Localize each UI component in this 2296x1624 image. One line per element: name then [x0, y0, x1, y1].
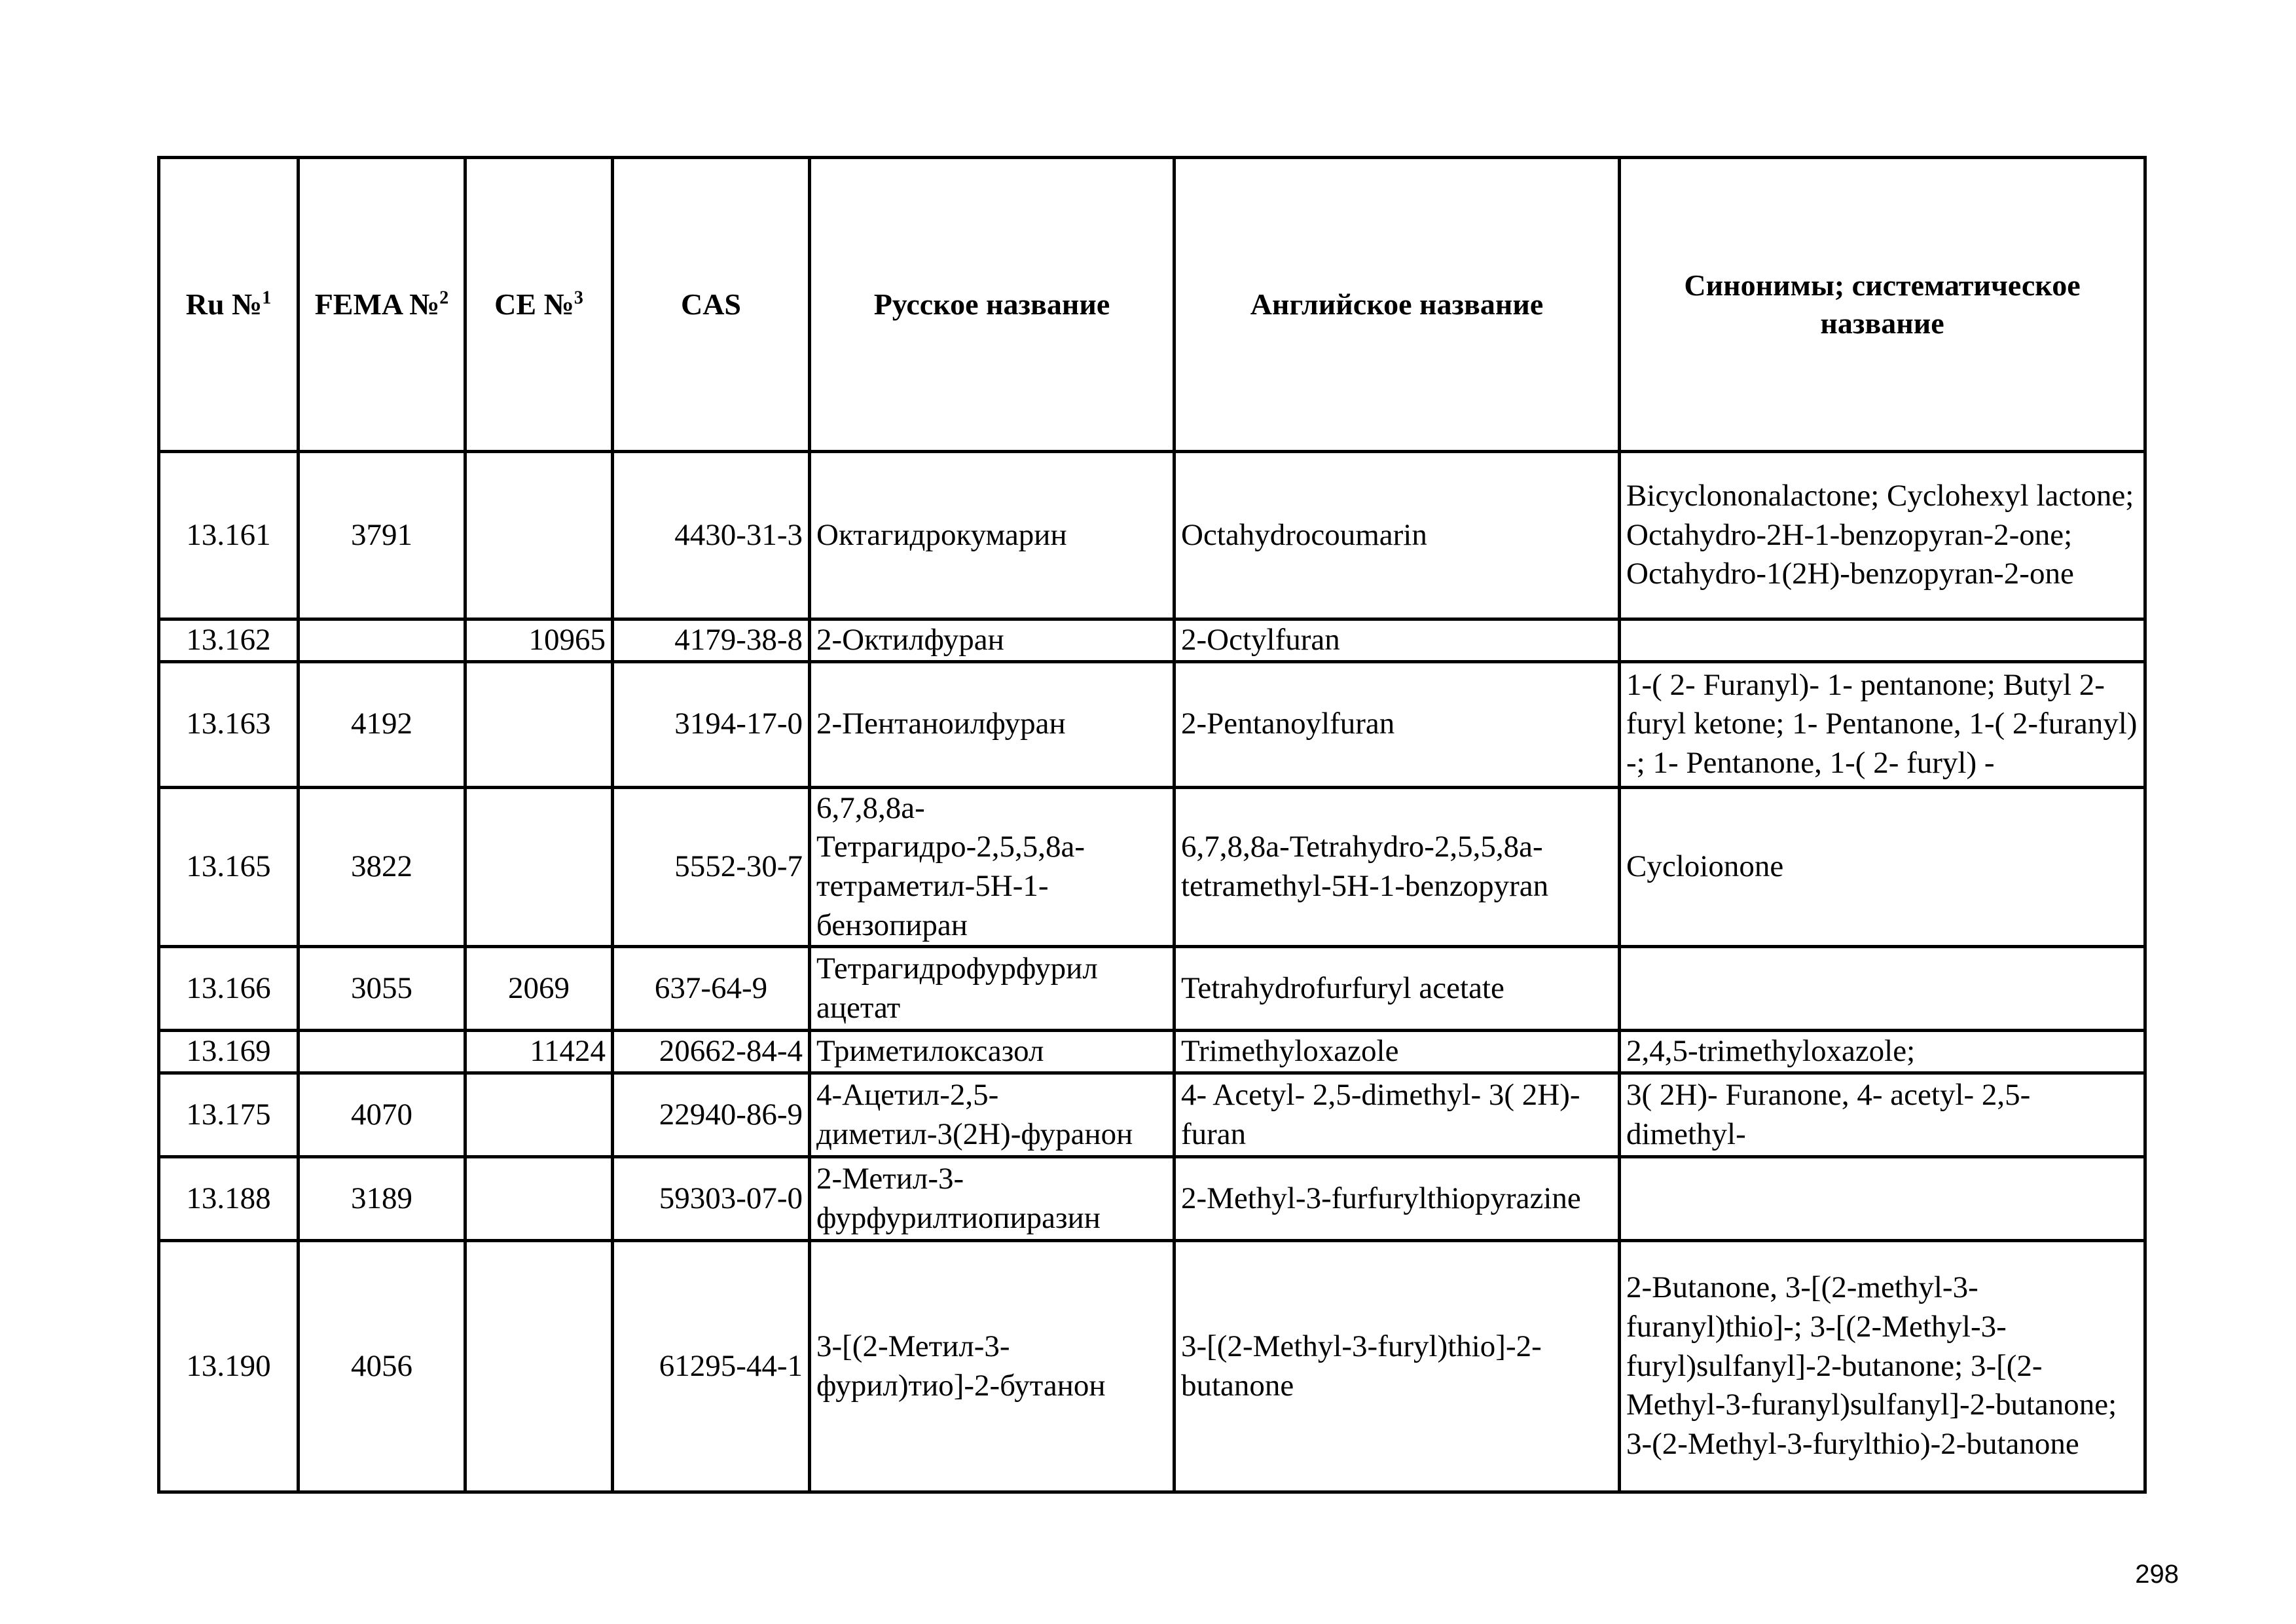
cell-russian-name: Тетрагидрофурфурил ацетат — [810, 947, 1175, 1031]
table-row — [159, 1031, 2145, 1073]
cell-ce-no — [465, 1241, 613, 1492]
cell-ru-no: 13.175 — [159, 1073, 299, 1157]
cell-ru-no: 13.163 — [159, 661, 299, 787]
cell-ce-no — [465, 661, 613, 787]
cell-synonyms — [1620, 1157, 2145, 1241]
cell-fema-no: 4056 — [299, 1241, 465, 1492]
cell-russian-name: 2-Октилфуран — [810, 619, 1175, 662]
cell-cas: 4430-31-3 — [613, 452, 810, 619]
cell-cas: 20662-84-4 — [613, 1031, 810, 1073]
cell-russian-name: 6,7,8,8а-Тетрагидро-2,5,5,8а-тетраметил-5Н-1-бензопиран — [810, 787, 1175, 947]
cell-synonyms — [1620, 947, 2145, 1031]
cell-fema-no — [299, 619, 465, 662]
cell-ru-no: 13.165 — [159, 787, 299, 947]
cell-ce-no — [465, 1157, 613, 1241]
table-row — [159, 787, 2145, 947]
flavoring-substances-table — [157, 156, 2147, 1494]
cell-ce-no — [465, 1073, 613, 1157]
cell-synonyms: 1-( 2- Furanyl)- 1- pentanone; Butyl 2-furyl ketone; 1- Pentanone, 1-( 2-furanyl) -; 1- Pentanone, 1-( 2- furyl) - — [1620, 661, 2145, 787]
cell-cas: 637-64-9 — [613, 947, 810, 1031]
table-row — [159, 1157, 2145, 1241]
page-number: 298 — [2135, 1560, 2179, 1589]
cell-ru-no: 13.190 — [159, 1241, 299, 1492]
cell-fema-no: 4070 — [299, 1073, 465, 1157]
cell-russian-name: 3-[(2-Метил-3-фурил)тио]-2-бутанон — [810, 1241, 1175, 1492]
cell-cas: 3194-17-0 — [613, 661, 810, 787]
table-row — [159, 452, 2145, 619]
cell-english-name: 3-[(2-Methyl-3-furyl)thio]-2-butanone — [1175, 1241, 1620, 1492]
table-row — [159, 619, 2145, 662]
cell-synonyms: Cycloionone — [1620, 787, 2145, 947]
header-ce-no: CE №$^3$ — [465, 158, 613, 452]
table-header-row — [159, 158, 2145, 452]
cell-ce-no — [465, 787, 613, 947]
cell-ru-no: 13.169 — [159, 1031, 299, 1073]
cell-english-name: 2-Methyl-3-furfurylthiopyrazine — [1175, 1157, 1620, 1241]
cell-cas: 4179-38-8 — [613, 619, 810, 662]
cell-cas: 59303-07-0 — [613, 1157, 810, 1241]
cell-synonyms: 3( 2H)- Furanone, 4- acetyl- 2,5-dimethyl- — [1620, 1073, 2145, 1157]
cell-fema-no: 3055 — [299, 947, 465, 1031]
header-fema-no: FEMA №$^2$ — [299, 158, 465, 452]
cell-ce-no: 10965 — [465, 619, 613, 662]
cell-english-name: 2-Pentanoylfuran — [1175, 661, 1620, 787]
cell-ru-no: 13.162 — [159, 619, 299, 662]
table-row — [159, 1073, 2145, 1157]
cell-russian-name: Октагидрокумарин — [810, 452, 1175, 619]
cell-synonyms — [1620, 619, 2145, 662]
cell-cas: 22940-86-9 — [613, 1073, 810, 1157]
header-russian-name: Русское название — [810, 158, 1175, 452]
cell-ce-no — [465, 452, 613, 619]
cell-russian-name: 2-Пентаноилфуран — [810, 661, 1175, 787]
cell-ru-no: 13.166 — [159, 947, 299, 1031]
cell-fema-no: 4192 — [299, 661, 465, 787]
cell-russian-name: 4-Ацетил-2,5-диметил-3(2Н)-фуранон — [810, 1073, 1175, 1157]
header-english-name: Английское название — [1175, 158, 1620, 452]
cell-russian-name: Триметилоксазол — [810, 1031, 1175, 1073]
cell-english-name: Trimethyloxazole — [1175, 1031, 1620, 1073]
cell-russian-name: 2-Метил-3-фурфурилтиопиразин — [810, 1157, 1175, 1241]
cell-english-name: 6,7,8,8a-Tetrahydro-2,5,5,8a-tetramethyl-5H-1-benzopyran — [1175, 787, 1620, 947]
cell-synonyms: Bicyclononalactone; Cyclohexyl lactone; Octahydro-2H-1-benzopyran-2-one; Octahydro-1(2H)-benzopyran-2-one — [1620, 452, 2145, 619]
cell-english-name: 2-Octylfuran — [1175, 619, 1620, 662]
cell-english-name: Tetrahydrofurfuryl acetate — [1175, 947, 1620, 1031]
cell-synonyms: 2-Butanone, 3-[(2-methyl-3-furanyl)thio]-; 3-[(2-Methyl-3-furyl)sulfanyl]-2-butanone; 3-[(2-Methyl-3-furanyl)sulfanyl]-2-butanone; 3-(2-Methyl-3-furylthio)-2-butanone — [1620, 1241, 2145, 1492]
cell-ce-no: 11424 — [465, 1031, 613, 1073]
cell-fema-no: 3791 — [299, 452, 465, 619]
cell-ru-no: 13.188 — [159, 1157, 299, 1241]
cell-fema-no: 3822 — [299, 787, 465, 947]
table-row — [159, 1241, 2145, 1492]
header-cas: CAS — [613, 158, 810, 452]
cell-ce-no: 2069 — [465, 947, 613, 1031]
cell-ru-no: 13.161 — [159, 452, 299, 619]
header-synonyms: Синонимы; систематическое название — [1620, 158, 2145, 452]
cell-synonyms: 2,4,5-trimethyloxazole; — [1620, 1031, 2145, 1073]
header-ru-no: Ru №$^1$ — [159, 158, 299, 452]
cell-cas: 61295-44-1 — [613, 1241, 810, 1492]
cell-fema-no — [299, 1031, 465, 1073]
cell-english-name: 4- Acetyl- 2,5-dimethyl- 3( 2H)-furan — [1175, 1073, 1620, 1157]
cell-fema-no: 3189 — [299, 1157, 465, 1241]
cell-english-name: Octahydrocoumarin — [1175, 452, 1620, 619]
table-row — [159, 947, 2145, 1031]
cell-cas: 5552-30-7 — [613, 787, 810, 947]
table-row — [159, 661, 2145, 787]
